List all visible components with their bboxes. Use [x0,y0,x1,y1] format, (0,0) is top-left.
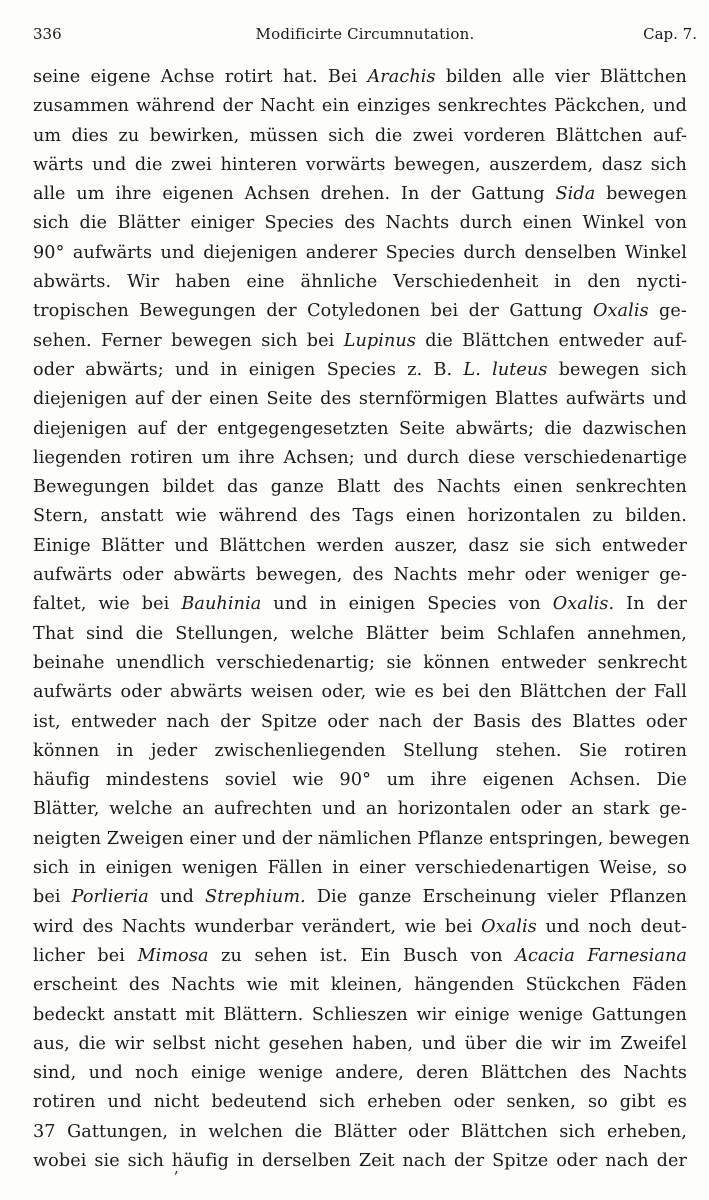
text-line [33,209,687,238]
text-segment: ge- [648,301,687,322]
stray-print-mark: ʼ [173,1168,179,1187]
italic-term: Arachis [367,67,436,87]
text-line [33,1088,687,1117]
text-segment: bei [33,887,72,908]
text-line [33,63,687,92]
text-segment: wärts und die zwei hinteren vorwärts bewegen, auszerdem, dasz sich [33,154,687,175]
text-segment: bedeckt anstatt mit Blättern. Schlieszen wir einige wenige Gattungen [33,1004,687,1025]
text-line [33,1059,687,1088]
page-number: 336 [33,25,62,43]
text-segment: beinahe unendlich verschiedenartig; sie können entweder senkrecht [33,652,687,673]
text-segment: bewegen sich [547,359,687,380]
text-line [33,854,687,883]
text-line [33,122,687,151]
text-segment: aus, die wir selbst nicht gesehen haben, und über die wir im Zweifel [33,1033,687,1054]
text-line [33,444,687,473]
text-line [33,913,687,942]
text-line [33,1030,687,1059]
italic-term: Oxalis [481,916,537,937]
text-segment: und noch deut- [536,916,687,937]
italic-term: Porlieria [71,887,149,908]
text-segment: diejenigen auf der entgegengesetzten Seite abwärts; die dazwischen [33,418,687,439]
text-line [33,180,687,209]
text-segment: und in einigen Species von [261,594,553,615]
text-line [33,532,687,561]
text-segment: Blätter, welche an aufrechten und an horizontalen oder an stark ge- [33,799,687,820]
italic-term: Sida [555,184,596,205]
text-segment: abwärts. Wir haben eine ähnliche Verschiedenheit in den nycti- [33,272,687,293]
text-line [33,561,687,590]
text-segment: bilden alle vier Blättchen [435,67,687,87]
text-line [33,1147,687,1176]
italic-term: L. luteus [463,359,548,380]
text-line [33,473,687,502]
text-segment: In der [614,594,687,615]
text-line [33,649,687,678]
text-segment: seine eigene Achse rotirt hat. Bei [33,67,368,87]
text-line [33,942,687,971]
text-segment: bewegen [595,184,687,205]
text-segment: aufwärts oder abwärts bewegen, des Nachts mehr oder weniger ge- [33,565,687,586]
chapter-label: Cap. 7. [643,25,697,43]
text-line [33,151,687,180]
text-line [33,737,687,766]
text-segment: sind, und noch einige wenige andere, deren Blättchen des Nachts [33,1063,687,1084]
text-segment: rotiren und nicht bedeutend sich erheben oder senken, so gibt es [33,1092,687,1113]
text-segment: zusammen während der Nacht ein einziges senkrechtes Päckchen, und [33,96,687,117]
text-segment: ist, entweder nach der Spitze oder nach der Basis des Blattes oder [33,711,687,732]
text-segment: zu sehen ist. Ein Busch von [208,945,516,966]
text-segment: That sind die Stellungen, welche Blätter beim Schlafen annehmen, [33,623,687,644]
text-line [33,327,687,356]
text-line [33,268,687,297]
text-segment: die Blättchen entweder auf- [415,330,687,351]
text-segment: aufwärts oder abwärts weisen oder, wie es bei den Blättchen der Fall [33,682,687,703]
text-line [33,825,690,854]
italic-term: Oxalis. [552,594,615,615]
text-segment: 37 Gattungen, in welchen die Blätter oder Blättchen sich erheben, [33,1121,687,1142]
italic-term: Lupinus [343,330,416,351]
running-title: Modificirte Circumnutation. [255,25,475,43]
text-segment: tropischen Bewegungen der Cotyledonen bei der Gattung [33,301,593,322]
text-segment: diejenigen auf der einen Seite des sternförmigen Blattes aufwärts und [33,389,687,410]
text-segment: wobei sie sich häufig in derselben Zeit nach der Spitze oder nach der [33,1150,687,1171]
text-segment: erscheint des Nachts wie mit kleinen, hängenden Stückchen Fäden [33,975,687,996]
text-segment: Einige Blätter und Blättchen werden auszer, dasz sie sich entweder [33,535,687,556]
text-line [33,239,687,268]
italic-term: Strephium. [205,887,306,908]
text-segment: sich in einigen wenigen Fällen in einer verschiedenartigen Weise, so [33,858,687,879]
text-segment: 90° aufwärts und diejenigen anderer Species durch denselben Winkel [33,242,687,263]
text-line [33,678,687,707]
text-line [33,92,687,121]
text-line [33,356,687,385]
text-line [33,590,687,619]
italic-term: Bauhinia [181,594,262,615]
italic-term: Mimosa [137,945,209,966]
text-line [33,766,687,795]
text-line [33,620,687,649]
body-text [33,63,690,1176]
text-segment: Bewegungen bildet das ganze Blatt des Nachts einen senkrechten [33,477,687,498]
text-line [33,502,687,531]
text-segment: und [148,887,206,908]
text-line [33,1001,687,1030]
text-segment: faltet, wie bei [33,594,182,615]
text-segment: neigten Zweigen einer und der nämlichen Pflanze entspringen, bewegen [33,828,690,849]
text-segment: liegenden rotiren um ihre Achsen; und durch diese verschiedenartige [33,447,687,468]
text-segment: wird des Nachts wunderbar verändert, wie bei [33,916,482,937]
text-line [33,385,687,414]
text-segment: Stern, anstatt wie während des Tags einen horizontalen zu bilden. [33,506,687,527]
text-line [33,795,687,824]
text-segment: Die ganze Erscheinung vieler Pflanzen [305,887,687,908]
text-segment: oder abwärts; und in einigen Species z. B. [33,359,464,380]
text-segment: häufig mindestens soviel wie 90° um ihre eigenen Achsen. Die [33,770,687,791]
text-line [33,1118,687,1147]
text-line [33,297,687,326]
text-line [33,883,687,912]
page-header [33,23,697,45]
text-segment: um dies zu bewirken, müssen sich die zwei vorderen Blättchen auf- [33,125,687,146]
text-line [33,708,687,737]
text-segment: alle um ihre eigenen Achsen drehen. In der Gattung [33,184,556,205]
text-segment: sich die Blätter einiger Species des Nachts durch einen Winkel von [33,213,687,234]
text-segment: können in jeder zwischenliegenden Stellung stehen. Sie rotiren [33,740,687,761]
text-segment: sehen. Ferner bewegen sich bei [33,330,344,351]
text-line [33,971,687,1000]
italic-term: Acacia Farnesiana [515,945,687,966]
text-line [33,415,687,444]
text-segment: licher bei [33,945,138,966]
italic-term: Oxalis [592,301,649,322]
